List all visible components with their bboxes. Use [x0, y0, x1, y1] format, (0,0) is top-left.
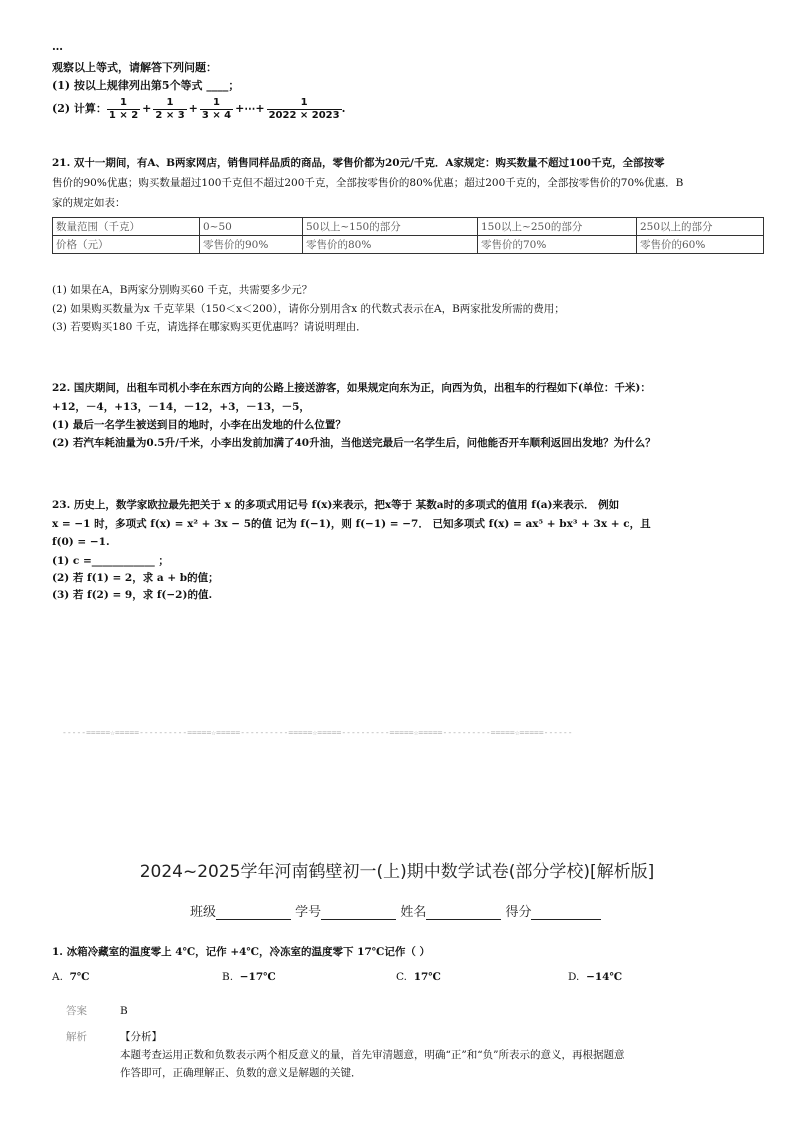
field-label-name: 姓名: [400, 905, 427, 920]
analysis-label: 解析: [66, 1031, 87, 1043]
option-label: A.: [52, 971, 63, 983]
q20-part2-prefix: (2) 计算：: [52, 102, 107, 115]
q20-intro: 观察以上等式，请解答下列问题：: [52, 61, 217, 74]
field-label-score: 得分: [505, 905, 532, 920]
q1-option-d: [568, 970, 622, 984]
answer-label: 答案: [66, 1005, 87, 1017]
ellipsis-text: …: [52, 40, 63, 53]
q1-stem: 1. 冰箱冷藏室的温度零上 4℃，记作 +4℃，冷冻室的温度零下 17℃记作（ ）: [52, 946, 431, 958]
plus-sign: +: [142, 102, 152, 115]
q22-sub1: (1) 最后一名学生被送到目的地时，小李在出发地的什么位置？: [52, 419, 346, 431]
option-label: B.: [222, 971, 234, 983]
fraction-4: $\frac{1}{2022 \times 2023}$: [268, 96, 340, 121]
q21-line3: 家的规定如表：: [52, 197, 126, 209]
q21-sub3: (3) 若要购买180 千克，请选择在哪家购买更优惠吗？请说明理由．: [52, 321, 367, 333]
analysis-heading: 【分析】: [120, 1031, 162, 1043]
table-cell: 零售价的80%: [303, 236, 478, 254]
student-info-row: [190, 901, 601, 920]
q20-part1: (1) 按以上规律列出第5个等式 ____；: [52, 79, 240, 92]
table-cell: 零售价的90%: [200, 236, 303, 254]
score-blank: [531, 907, 601, 920]
name-blank: [426, 907, 501, 920]
q23-line2: x = −1 时，多项式 f(x) = x² + 3x − 5的值 记为 f(−1)，则 f(−1) = −7． 已知多项式 f(x) = ax⁵ + bx³ + 3x + c，且: [52, 518, 651, 530]
q1-option-a: [52, 970, 90, 984]
table-row: [53, 236, 764, 254]
table-cell: 250以上的部分: [637, 218, 764, 236]
q22-line1: 22. 国庆期间，出租车司机小李在东西方向的公路上接送游客，如果规定向东为正，向西为负，出租车的行程如下(单位：千米)：: [52, 382, 651, 394]
analysis-line-1: 本题考查运用正数和负数表示两个相反意义的量，首先审清题意，明确“正”和“负”所表示的意义，再根据题意: [120, 1049, 625, 1061]
dots-plus-sign: +⋯+: [235, 102, 265, 115]
q21-sub2: (2) 如果购买数量为x 千克苹果（150＜x＜200），请你分别用含x 的代数式表示在A，B两家批发所需的费用；: [52, 303, 565, 315]
fraction-1: $\frac{1}{1 \times 2}$: [108, 96, 139, 121]
q23-line3: f(0) = −1.: [52, 536, 110, 548]
table-cell: 数量范围（千克）: [53, 218, 200, 236]
answer-value: B: [120, 1005, 128, 1017]
class-blank: [216, 907, 291, 920]
plus-sign: +: [188, 102, 198, 115]
period: .: [341, 102, 346, 115]
table-row: [53, 218, 764, 236]
q23-sub2: (2) 若 f(1) = 2，求 a + b的值；: [52, 572, 219, 584]
q23-sub1: (1) c =____________ ；: [52, 555, 169, 567]
field-label-class: 班级: [190, 905, 217, 920]
section-divider: -----=====☆=====----------=====☆=====----------=====☆=====----------=====☆=====----------=====☆=====------: [62, 728, 573, 737]
analysis-line-2: 作答即可，正确理解正、负数的意义是解题的关键．: [120, 1067, 362, 1079]
table-cell: 价格（元）: [53, 236, 200, 254]
table-cell: 150以上~250的部分: [478, 218, 637, 236]
fraction-2: $\frac{1}{2 \times 3}$: [155, 96, 185, 121]
option-value: −17℃: [239, 971, 276, 983]
option-value: −14℃: [586, 971, 623, 983]
q21-line2: 售价的90%优惠；购买数量超过100千克但不超过200千克，全部按零售价的80%优惠；超过200千克的，全部按零售价的70%优惠．B: [52, 177, 684, 189]
exam-title: 2024~2025学年河南鹤壁初一(上)期中数学试卷(部分学校)[解析版]: [139, 862, 655, 882]
q23-line1: 23. 历史上，数学家欧拉最先把关于 x 的多项式用记号 f(x)来表示，把x等于 某数a时的多项式的值用 f(a)来表示． 例如: [52, 499, 620, 511]
student-id-blank: [321, 907, 396, 920]
q21-line1: 21. 双十一期间，有A、B两家网店，销售同样品质的商品，零售价都为20元/千克．A家规定：购买数量不超过100千克，全部按零: [52, 157, 665, 169]
option-value: 7℃: [69, 971, 90, 983]
q20-part2: [52, 94, 345, 124]
q1-option-b: [222, 970, 276, 984]
field-label-student-id: 学号: [295, 905, 322, 920]
q1-option-c: [396, 970, 441, 984]
q22-sub2: (2) 若汽车耗油量为0.5升/千米，小李出发前加满了40升油，当他送完最后一名学生后，问他能否开车顺利返回出发地？为什么？: [52, 437, 656, 449]
q22-line2: +12，－4，+13，－14，－12，+3，－13，－5，: [52, 401, 310, 413]
table-cell: 零售价的70%: [478, 236, 637, 254]
q21-sub1: (1) 如果在A，B两家分别购买60 千克，共需要多少元？: [52, 284, 313, 296]
table-cell: 零售价的60%: [637, 236, 764, 254]
option-label: C.: [396, 971, 407, 983]
table-cell: 50以上~150的部分: [303, 218, 478, 236]
option-value: 17℃: [413, 971, 441, 983]
price-rules-table: [52, 217, 764, 254]
q23-sub3: (3) 若 f(2) = 9，求 f(−2)的值.: [52, 589, 213, 601]
table-cell: 0~50: [200, 218, 303, 236]
fraction-3: $\frac{1}{3 \times 4}$: [201, 96, 232, 121]
option-label: D.: [568, 971, 580, 983]
